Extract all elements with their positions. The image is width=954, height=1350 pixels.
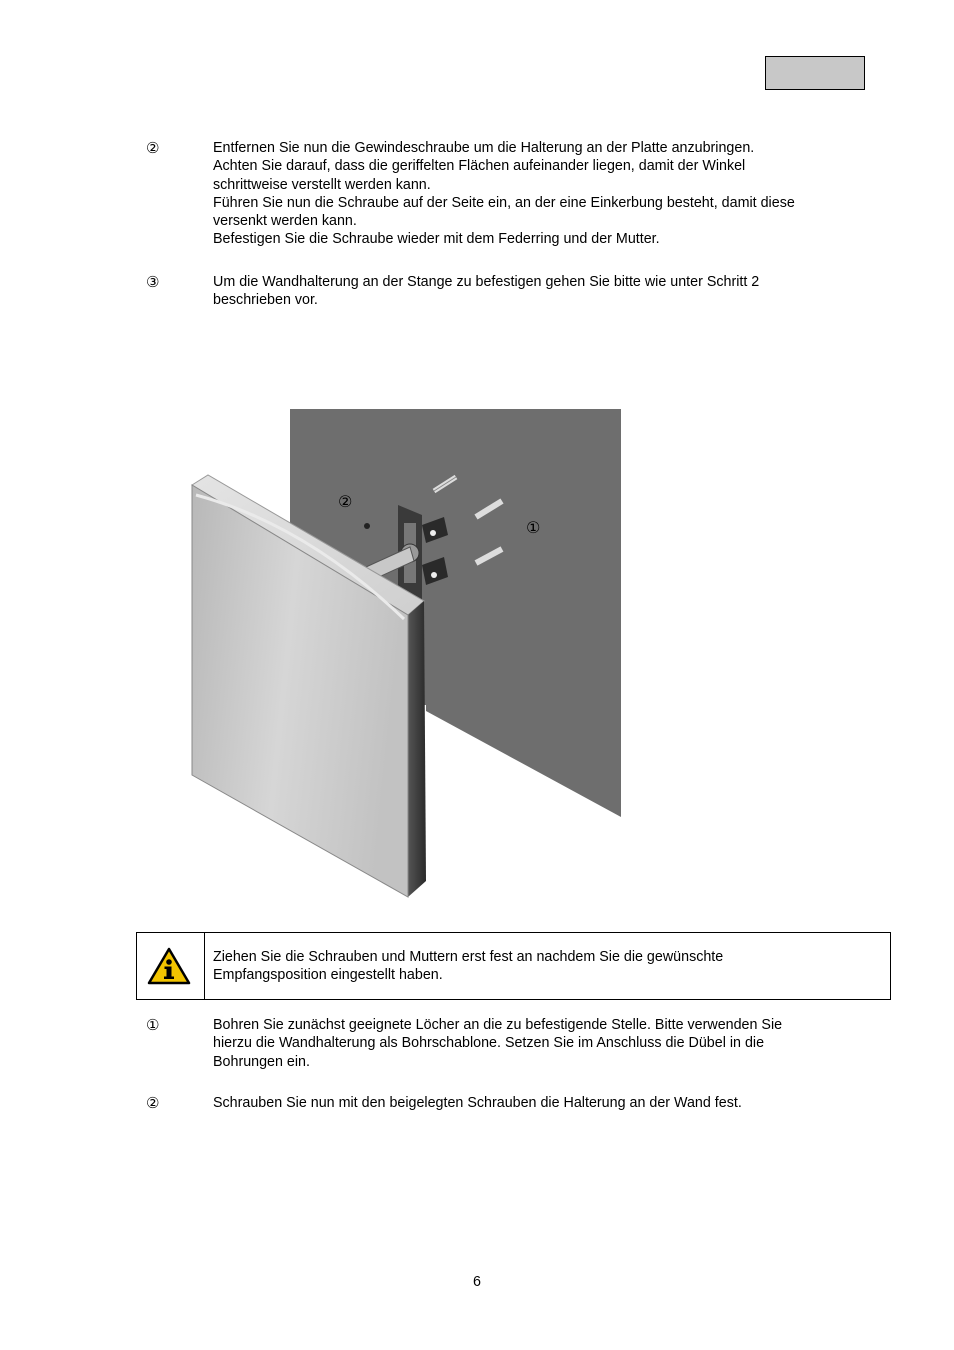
step-line: Um die Wandhalterung an der Stange zu befestigen gehen Sie bitte wie unter Schritt 2 [213,274,760,290]
step-line: Achten Sie darauf, dass die geriffelten Flächen aufeinander liegen, damit der Winkel [213,158,746,175]
step-marker: ② [146,1094,160,1112]
step-line: Schrauben Sie nun mit den beigelegten Schrauben die Halterung an der Wand fest. [213,1095,742,1111]
step-line: Entfernen Sie nun die Gewindeschraube um die Halterung an der Platte anzubringen. [213,140,755,156]
step-line: Bohrungen ein. [213,1053,310,1070]
step-line: versenkt werden kann. [213,213,357,230]
step-line: Bohren Sie zunächst geeignete Löcher an die zu befestigende Stelle. Bitte verwenden Sie [213,1017,783,1033]
language-tab-box [765,56,865,90]
step-marker: ② [146,139,160,157]
step-2-top [146,139,876,249]
step-marker: ① [146,1016,160,1034]
figure-label-1: ① [526,518,541,537]
note-line: Empfangsposition eingestellt haben. [213,967,443,984]
step-line: Führen Sie nun die Schraube auf der Seite ein, an der eine Einkerbung besteht, damit diese [213,194,795,211]
step-line: Befestigen Sie die Schraube wieder mit dem Federring und der Mutter. [213,231,660,248]
step-marker: ③ [146,273,160,291]
info-warning-icon [147,947,191,985]
note-box [136,932,891,1000]
step-3-top [146,273,876,310]
note-icon-cell [137,933,205,999]
step-text [213,1016,876,1071]
note-line: Ziehen Sie die Schrauben und Muttern erst fest an nachdem Sie die gewünschte [213,949,724,965]
note-text [213,948,723,985]
figure-label-2: ② [338,492,353,511]
step-1-bottom [146,1016,876,1071]
step-text [213,139,876,249]
wall-mount-figure [186,405,626,905]
page-number: 6 [473,1274,481,1290]
step-text [213,1094,876,1112]
step-line: schrittweise verstellt werden kann. [213,176,431,193]
step-line: hierzu die Wandhalterung als Bohrschablone. Setzen Sie im Anschluss die Dübel in die [213,1035,765,1052]
step-line: beschrieben vor. [213,292,318,309]
step-text [213,273,876,310]
step-2-bottom [146,1094,876,1112]
small-screw [364,523,370,529]
mount-illustration [186,405,626,905]
